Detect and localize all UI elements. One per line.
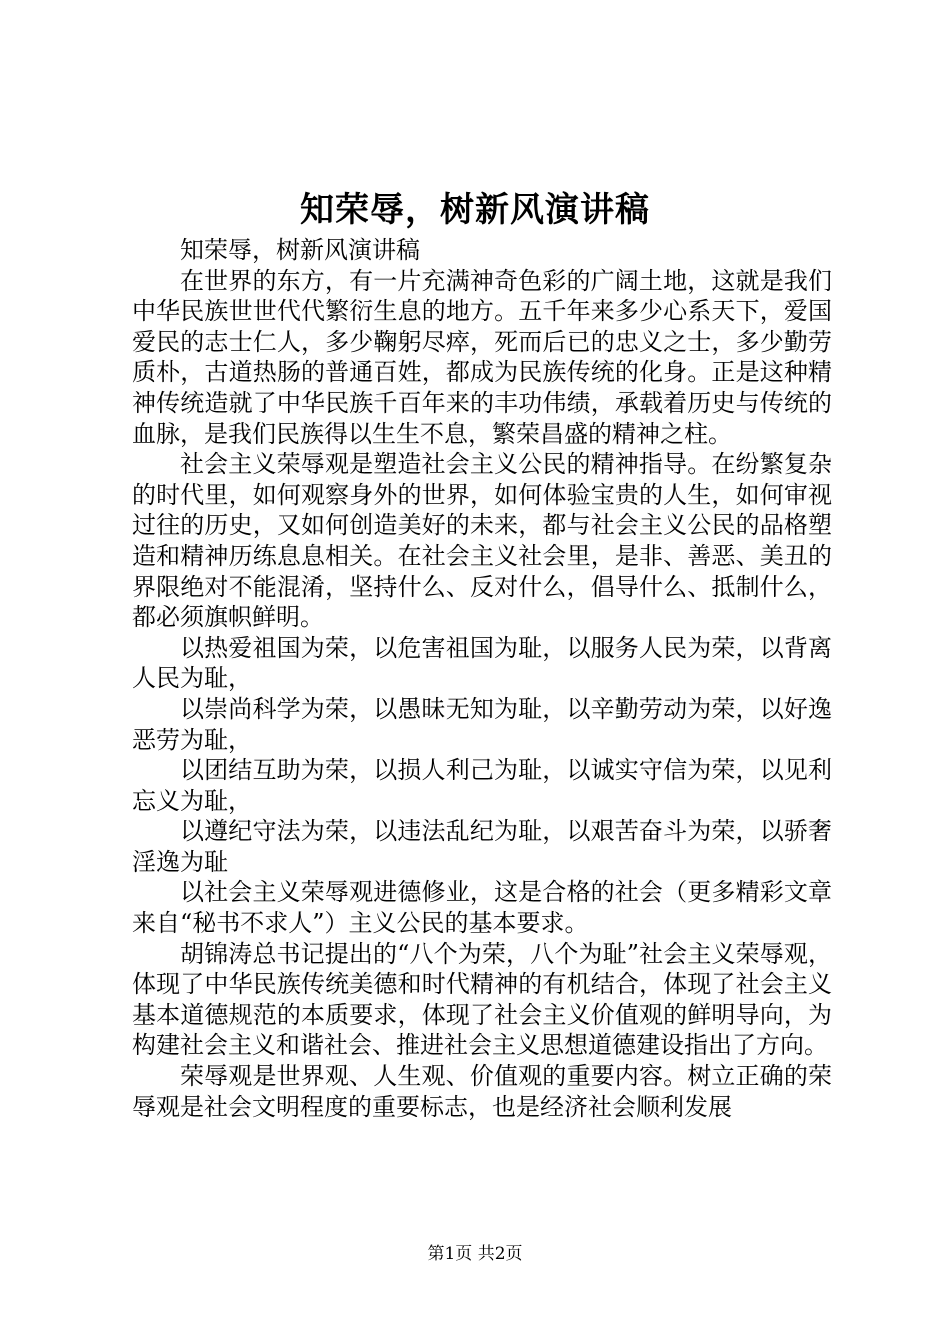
paragraph: 以遵纪守法为荣，以违法乱纪为耻，以艰苦奋斗为荣，以骄奢淫逸为耻 xyxy=(132,817,832,876)
paragraph: 以社会主义荣辱观进德修业，这是合格的社会（更多精彩文章来自“秘书不求人”）主义公民的基本要求。 xyxy=(132,878,832,938)
paragraph: 社会主义荣辱观是塑造社会主义公民的精神指导。在纷繁复杂的时代里，如何观察身外的世界，如何体验宝贵的人生，如何审视过往的历史，又如何创造美好的未来，都与社会主义公民的品格塑造和精神历练息息相关。在社会主义社会里，是非、善恶、美丑的界限绝对不能混淆，坚持什么、反对什么，倡导什么、抵制什么，都必须旗帜鲜明。 xyxy=(132,450,832,632)
paragraph: 荣辱观是世界观、人生观、价值观的重要内容。树立正确的荣辱观是社会文明程度的重要标志，也是经济社会顺利发展 xyxy=(132,1062,832,1121)
paragraph: 以热爱祖国为荣，以危害祖国为耻，以服务人民为荣，以背离人民为耻， xyxy=(132,633,832,693)
page-number-footer: 第1页 共2页 xyxy=(427,1244,523,1264)
paragraph: 以崇尚科学为荣，以愚昧无知为耻，以辛勤劳动为荣，以好逸恶劳为耻， xyxy=(132,694,832,754)
paragraph: 以团结互助为荣，以损人利己为耻，以诚实守信为荣，以见利忘义为耻， xyxy=(132,756,832,815)
paragraph: 知荣辱，树新风演讲稿 xyxy=(180,236,420,264)
document-title: 知荣辱，树新风演讲稿 xyxy=(300,190,650,230)
paragraph: 在世界的东方，有一片充满神奇色彩的广阔土地，这就是我们中华民族世世代代繁衍生息的地方。五千年来多少心系天下，爱国爱民的志士仁人，多少鞠躬尽瘁，死而后已的忠义之士，多少勤劳质朴，古道热肠的普通百姓，都成为民族传统的化身。正是这种精神传统造就了中华民族千百年来的丰功伟绩，承载着历史与传统的血脉，是我们民族得以生生不息，繁荣昌盛的精神之柱。 xyxy=(132,266,832,448)
document-body xyxy=(132,235,832,1122)
paragraph: 胡锦涛总书记提出的“八个为荣，八个为耻”社会主义荣辱观，体现了中华民族传统美德和时代精神的有机结合，体现了社会主义基本道德规范的本质要求，体现了社会主义价值观的鲜明导向，为构建社会主义和谐社会、推进社会主义思想道德建设指出了方向。 xyxy=(132,939,832,1060)
